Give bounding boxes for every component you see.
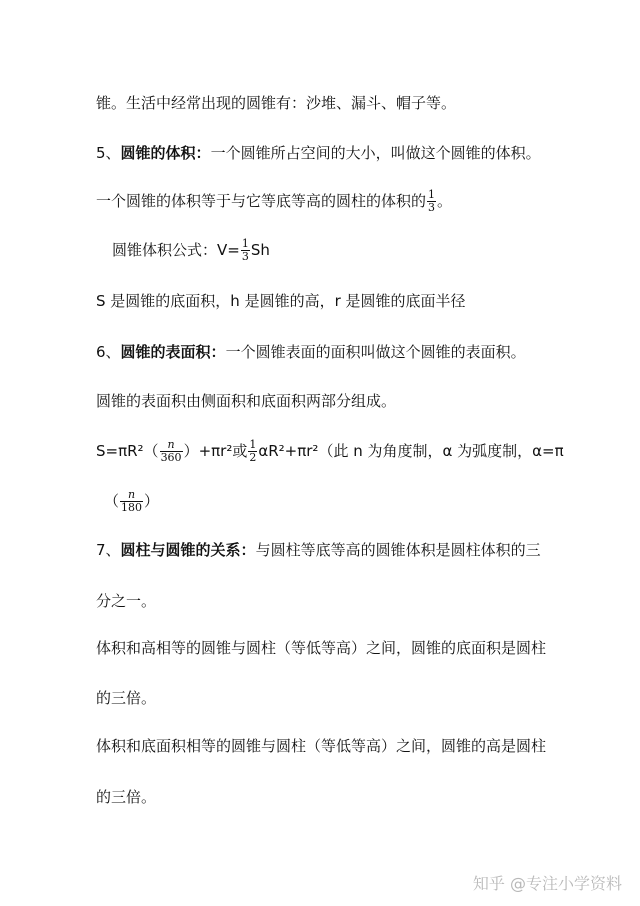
line-text: 分之一。: [96, 592, 157, 610]
fraction: [248, 439, 257, 464]
formula-term: Sh: [250, 241, 270, 259]
section-definition: 一个圆锥表面的面积叫做这个圆锥的表面积。: [225, 343, 526, 361]
line-text: 的三倍。: [96, 788, 157, 806]
section-number: 7、: [96, 541, 121, 559]
text-line: [96, 189, 452, 214]
formula-text: （: [104, 492, 120, 510]
formula-text: S=πR²（: [96, 442, 159, 460]
fraction: [427, 189, 436, 214]
line-text: 的三倍。: [96, 689, 157, 707]
line-text: 锥。生活中经常出现的圆锥有：沙堆、漏斗、帽子等。: [96, 94, 457, 112]
section-heading-cone-volume: [96, 143, 541, 163]
fraction-numerator: 1: [241, 237, 249, 250]
text-line: [96, 638, 546, 658]
line-text: 体积和底面积相等的圆锥与圆柱（等低等高）之间，圆锥的高是圆柱: [96, 737, 547, 755]
section-number: 6、: [96, 343, 121, 361]
section-term: 圆柱与圆锥的关系：: [120, 541, 256, 559]
text-line: [96, 291, 466, 311]
fraction-denominator: 3: [241, 250, 249, 263]
section-term: 圆锥的表面积：: [120, 343, 226, 361]
section-definition: 与圆柱等底等高的圆锥体积是圆柱体积的三: [255, 541, 541, 559]
fraction-denominator: 2: [249, 451, 257, 464]
fraction-numerator: 1: [249, 438, 257, 451]
fraction-numerator: n: [160, 439, 183, 452]
section-heading-cylinder-cone: [96, 540, 541, 560]
formula-continuation: [104, 489, 159, 514]
text-line: [96, 591, 156, 611]
watermark: 知乎 @专注小学资料: [472, 874, 622, 893]
section-number: 5、: [96, 144, 121, 162]
section-term: 圆锥的体积：: [120, 144, 211, 162]
line-text: 。: [437, 192, 453, 210]
formula-cone-volume: [112, 238, 270, 263]
line-text: 体积和高相等的圆锥与圆柱（等低等高）之间，圆锥的底面积是圆柱: [96, 639, 547, 657]
section-heading-cone-surface: [96, 342, 526, 362]
line-text: 一个圆锥的体积等于与它等底等高的圆柱的体积的: [96, 192, 427, 210]
fraction-numerator: n: [120, 489, 143, 502]
fraction-denominator: 3: [428, 201, 436, 214]
fraction: [241, 238, 250, 263]
line-text: S 是圆锥的底面积，h 是圆锥的高，r 是圆锥的底面半径: [96, 292, 466, 310]
text-line: [96, 736, 546, 756]
text-line: [96, 391, 396, 411]
formula-label: 圆锥体积公式：V=: [112, 241, 240, 259]
formula-text: ）: [144, 492, 160, 510]
formula-text: αR²+πr²（此 n 为角度制，α 为弧度制，α=π: [258, 442, 564, 460]
line-text: 圆锥的表面积由侧面积和底面积两部分组成。: [96, 392, 397, 410]
section-definition: 一个圆锥所占空间的大小，叫做这个圆锥的体积。: [210, 144, 541, 162]
text-line: [96, 93, 456, 113]
fraction-denominator: 180: [121, 501, 143, 514]
formula-text: ）+πr²或: [183, 442, 248, 460]
text-line: [96, 787, 156, 807]
fraction-numerator: 1: [428, 188, 436, 201]
fraction: [160, 439, 183, 464]
fraction: [120, 489, 143, 514]
fraction-denominator: 360: [160, 451, 182, 464]
text-line: [96, 688, 156, 708]
formula-cone-surface: [96, 439, 564, 464]
